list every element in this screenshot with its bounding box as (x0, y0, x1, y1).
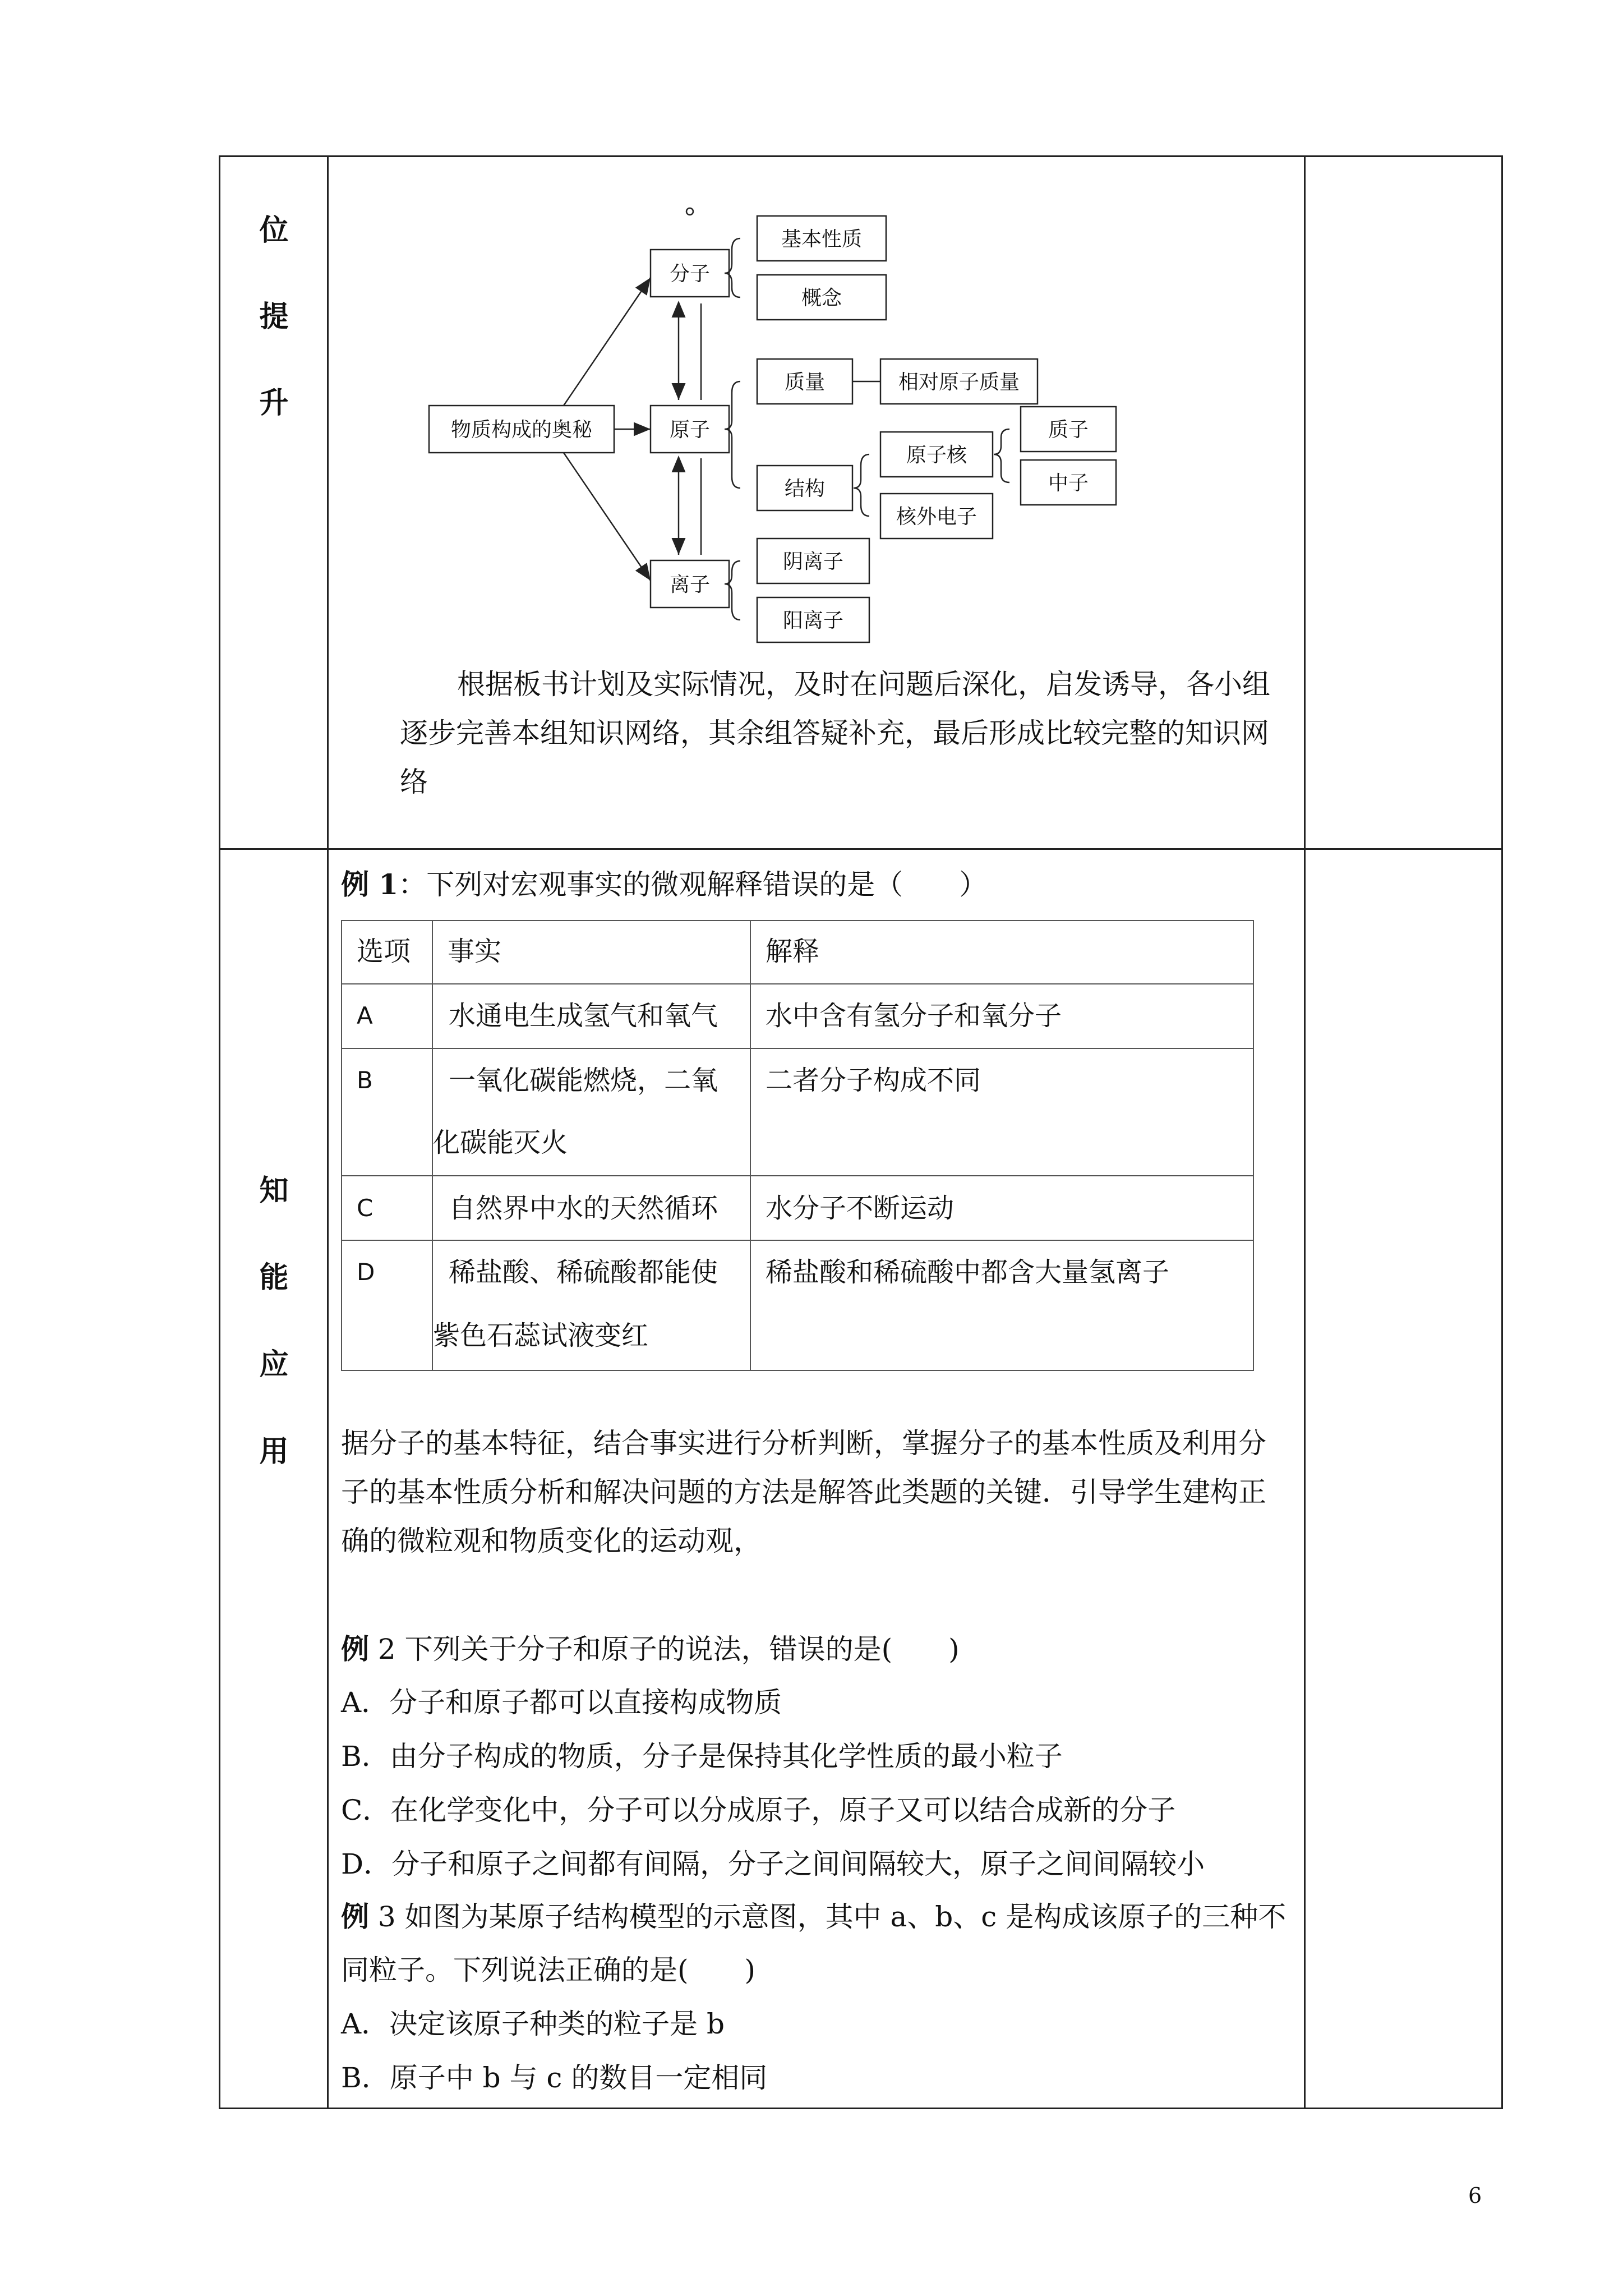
node-concept: 概念 (801, 287, 842, 310)
section-char: 提 (259, 300, 289, 334)
intro-line-2: 逐步完善本组知识网络，其余组答疑补充，最后形成比较完整的知识网 (400, 717, 1269, 749)
node-root: 物质构成的奥秘 (450, 418, 593, 441)
example3-option-b: B．原子中 b 与 c 的数目一定相同 (341, 2062, 768, 2094)
node-anion: 阴离子 (782, 550, 844, 573)
section-char: 升 (259, 386, 289, 420)
example2-option-b: B．由分子构成的物质，分子是保持其化学性质的最小粒子 (341, 1740, 1063, 1773)
node-ion: 离子 (669, 573, 711, 596)
example2-option-a: A．分子和原子都可以直接构成物质 (341, 1686, 782, 1719)
example1-text: ：下列对宏观事实的微观解释错误的是（ ） (398, 868, 988, 901)
section-char: 用 (259, 1434, 289, 1469)
node-nucleus: 原子核 (906, 444, 967, 467)
example1-question (341, 868, 988, 901)
ex-table-line (341, 1370, 1254, 1371)
example3-question-line-1 (341, 1900, 1287, 1933)
table-row-divider (219, 848, 1503, 850)
example3-option-a: A．决定该原子种类的粒子是 b (341, 2008, 725, 2040)
ex-table-line (341, 1240, 1254, 1241)
ex-table-vline (341, 920, 342, 1371)
section-char: 能 (259, 1260, 289, 1295)
node-cation: 阳离子 (782, 609, 844, 632)
example2-option-d: D．分子和原子之间都有间隔，分子之间间隔较大，原子之间间隔较小 (341, 1848, 1205, 1880)
intro-line-1: 根据板书计划及实际情况，及时在问题后深化，启发诱导，各小组 (457, 668, 1270, 701)
node-relative-mass: 相对原子质量 (898, 371, 1020, 394)
analysis-line-3: 确的微粒观和物质变化的运动观， (341, 1525, 762, 1557)
example2-question (341, 1632, 960, 1665)
knowledge-network-diagram (404, 199, 1133, 656)
table-right-border (1501, 155, 1503, 2109)
ex-table-line (341, 983, 1254, 984)
example2-label: 例 (341, 1632, 369, 1665)
page-number: 6 (1468, 2183, 1482, 2208)
section-label-apply (220, 0, 328, 1515)
section-char: 应 (259, 1347, 289, 1382)
table-header-option: 选项 (357, 936, 411, 967)
example3-text: 3 如图为某原子结构模型的示意图，其中 a、b、c 是构成该原子的三种不 (369, 1901, 1287, 1933)
node-mass: 质量 (784, 371, 826, 394)
section-char: 位 (259, 213, 289, 247)
node-atom: 原子 (669, 418, 711, 441)
ex-table-line (341, 1175, 1254, 1176)
table-bottom-border (219, 2108, 1503, 2109)
table-row-d-fact-2: 紫色石蕊试液变红 (433, 1320, 649, 1351)
table-row-a-explanation: 水中含有氢分子和氧分子 (766, 1000, 1062, 1032)
example3-question-line-2: 同粒子。下列说法正确的是( ) (341, 1954, 756, 1986)
node-proton: 质子 (1048, 418, 1089, 441)
table-row-a-option: A (357, 1002, 373, 1029)
node-structure: 结构 (784, 477, 826, 500)
example2-option-c: C．在化学变化中，分子可以分成原子，原子又可以结合成新的分子 (341, 1794, 1176, 1826)
ex-table-line (341, 1048, 1254, 1049)
table-row-b-fact-2: 化碳能灭火 (433, 1127, 568, 1158)
analysis-line-2: 子的基本性质分析和解决问题的方法是解答此类题的关键．引导学生建构正 (341, 1476, 1266, 1508)
table-row-d-fact-1: 稀盐酸、稀硫酸都能使 (449, 1257, 718, 1288)
node-neutron: 中子 (1048, 472, 1089, 495)
analysis-line-1: 据分子的基本特征，结合事实进行分析判断，掌握分子的基本性质及利用分 (341, 1427, 1266, 1460)
table-row-b-option: B (357, 1066, 373, 1094)
table-row-b-fact-1: 一氧化碳能燃烧，二氧 (449, 1065, 718, 1096)
table-header-fact: 事实 (448, 936, 502, 967)
table-row-c-option: C (357, 1194, 374, 1222)
table-row-a-fact: 水通电生成氢气和氧气 (449, 1000, 718, 1032)
table-row-d-explanation: 稀盐酸和稀硫酸中都含大量氢离子 (766, 1257, 1170, 1288)
ex-table-vline (1253, 920, 1254, 1371)
table-top-border (219, 155, 1503, 157)
intro-line-3: 络 (400, 766, 428, 798)
example2-text: 2 下列关于分子和原子的说法，错误的是( ) (369, 1633, 960, 1665)
example1-label: 例 1 (341, 868, 399, 901)
ex-table-vline (750, 920, 751, 1371)
table-header-explanation: 解释 (766, 936, 820, 967)
ex-table-line (341, 920, 1254, 921)
section-char: 知 (259, 1174, 289, 1208)
example3-label: 例 (341, 1900, 369, 1933)
table-col-divider-2 (1304, 155, 1306, 2109)
table-row-d-option: D (357, 1258, 375, 1286)
table-row-c-fact: 自然界中水的天然循环 (449, 1193, 718, 1224)
node-basic-property: 基本性质 (781, 228, 863, 251)
node-electron: 核外电子 (896, 505, 978, 528)
table-row-b-explanation: 二者分子构成不同 (766, 1065, 981, 1096)
node-molecule: 分子 (669, 263, 711, 286)
table-row-c-explanation: 水分子不断运动 (766, 1193, 955, 1224)
